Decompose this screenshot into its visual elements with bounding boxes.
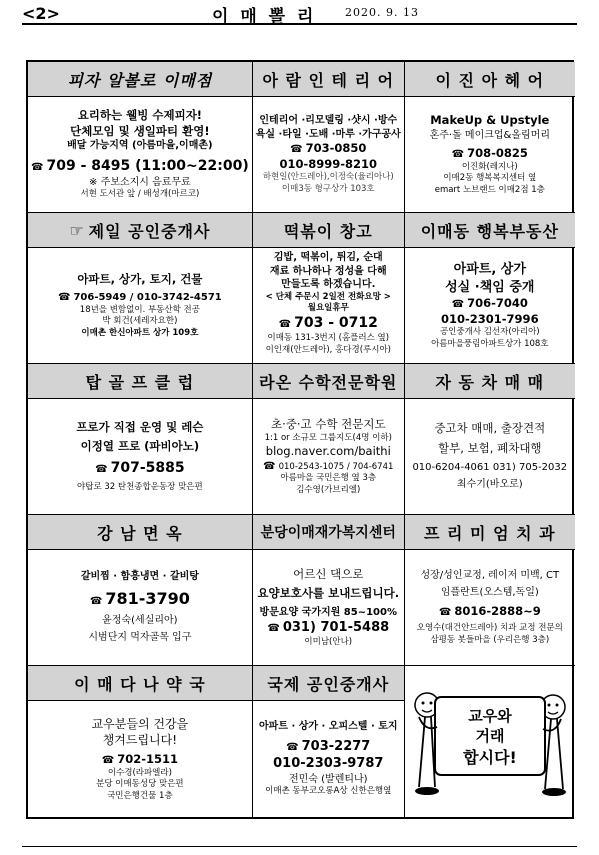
ad-line: 교우분들의 건강을 — [91, 716, 189, 731]
ad-line: 아파트, 상가 — [453, 261, 526, 277]
ad-phone: ☎ 706-5949 / 010-3742-4571 — [57, 292, 222, 304]
ad-lee-jina-hair — [405, 62, 575, 213]
ad-line: 인테리어 ·리모델링 ·샷시 ·방수 — [259, 115, 398, 127]
ad-phone: ☎ 8016-2888~9 — [438, 603, 541, 618]
ad-haengbok-realty — [405, 213, 575, 364]
ad-line: 이매촌 동부코오롱A상 신한은행옆 — [265, 786, 392, 797]
ad-car-trade — [405, 364, 575, 515]
ad-line: 분당 이매동성당 맞은편 — [96, 779, 184, 790]
phone-icon: ☎ — [278, 319, 292, 331]
ad-title: 강 남 면 옥 — [28, 515, 252, 550]
page-header — [0, 0, 599, 26]
ad-line: 010-8999-8210 — [279, 156, 378, 171]
ad-line: 아름마을풍림아파트상가 108호 — [431, 338, 549, 349]
phone-icon: ☎ — [451, 299, 465, 311]
ad-line: 박 회건(세레자요한) — [102, 316, 178, 327]
ad-premium-dental — [405, 515, 575, 666]
phone-icon: ☎ — [101, 755, 115, 767]
promo-illustration-cell — [405, 666, 575, 817]
ad-phone: ☎ 708-0825 — [451, 146, 528, 161]
ad-line: 이미남(안나) — [304, 636, 353, 647]
ad-jeil-realty — [28, 213, 253, 364]
ad-title: 이매동 행복부동산 — [405, 213, 575, 248]
ad-line: 야탑로 32 탄천종합운동장 맞은편 — [77, 481, 203, 492]
ad-line: 삼평동 봇들마을 (우리은행 3층) — [430, 634, 550, 645]
phone-icon: ☎ — [451, 149, 465, 161]
ad-line: 요양보호사를 보내드립니다. — [257, 586, 400, 601]
ad-line: 이매촌 한신아파트 상가 109호 — [81, 327, 199, 338]
phone-icon: ☎ — [57, 292, 71, 304]
ad-line: emart 노브랜드 이매2점 1층 — [434, 184, 545, 195]
ad-line: 혼주·돌 메이크업&올림머리 — [429, 129, 550, 141]
ad-line: 아파트, 상가, 토지, 건물 — [77, 271, 203, 286]
ad-phone: ☎ 031) 701-5488 — [267, 620, 390, 636]
phone-icon: ☎ — [263, 460, 276, 472]
ad-phone: ☎ 703-2277 — [286, 738, 371, 754]
ad-top-golf-club — [28, 364, 253, 515]
ad-phone: ☎ 703-0850 — [290, 141, 367, 156]
ad-imae-dana-pharmacy — [28, 666, 253, 817]
ad-line: 공인중개사 김선자(아리아) — [439, 327, 540, 338]
ad-title: 탑 골 프 클 럽 — [28, 364, 252, 399]
ad-aram-interior — [253, 62, 405, 213]
ad-line: 초·중·고 수학 전문지도 — [270, 417, 386, 432]
ad-phone: ☎ 709 - 8495 (11:00~22:00) — [31, 157, 249, 174]
phone-icon: ☎ — [95, 463, 108, 475]
ad-title: 라온 수학전문학원 — [253, 364, 404, 399]
ad-line: 이매3동 형구상가 103호 — [281, 183, 375, 194]
ad-line: 1:1 or 소규모 그룹지도(4명 이하) — [264, 432, 392, 443]
ad-line: 이수경(라파엘라) — [107, 767, 172, 778]
ad-line: 임플란트(오스템,독일) — [440, 587, 539, 599]
footer-rule — [22, 846, 577, 847]
ad-line: 이매2동 행복복지센터 옆 — [443, 173, 537, 184]
ad-line: ※ 주보소지시 음료무료 — [89, 176, 191, 188]
ad-line: 김수영(가브리엘) — [296, 484, 361, 495]
ad-line: 아파트 · 상가 · 오피스텔 · 토지 — [259, 721, 398, 733]
ad-title: 피자 알볼로 이매점 — [28, 62, 252, 97]
ad-line: 국민은행건물 1층 — [107, 790, 173, 801]
ad-line: 전민숙 (발렌티나) — [288, 773, 368, 785]
ad-line: 할부, 보험, 폐차대행 — [438, 441, 542, 455]
ad-line: 월요일휴무 — [307, 302, 349, 313]
phone-icon: ☎ — [31, 161, 44, 173]
hand-icon: ☞ — [69, 220, 85, 240]
ad-line: 010-2303-9787 — [273, 756, 384, 772]
ad-line: 성실 ·책임 중개 — [445, 279, 535, 295]
sign-text-line: 합시다! — [462, 747, 517, 767]
ad-line: 단체모임 및 생일파티 환영! — [70, 123, 210, 138]
phone-icon: ☎ — [267, 623, 280, 635]
ad-line: 챙겨드립니다! — [102, 733, 178, 748]
ad-phone: ☎ 010-2543-1075 / 704-6741 — [263, 460, 394, 472]
ad-phone: ☎ 707-5885 — [95, 459, 185, 476]
ad-title: 이 진 아 헤 어 — [405, 62, 575, 97]
ad-title: 분당이매재가복지센터 — [253, 515, 404, 550]
ad-title: 국제 공인중개사 — [253, 666, 404, 701]
header-rule — [22, 23, 577, 25]
ad-phone: ☎ 703 - 0712 — [278, 315, 378, 332]
ad-title: 아 람 인 테 리 어 — [253, 62, 404, 97]
phone-icon: ☎ — [89, 595, 103, 607]
ad-line: blog.naver.com/baithi — [265, 444, 391, 459]
ad-line: 프로가 직접 운영 및 레슨 — [76, 419, 204, 434]
ad-line: 욕실 ·타일 ·도배 ·마루 ·가구공사 — [255, 128, 401, 140]
ad-line: MakeUp & Upstyle — [430, 113, 550, 128]
ad-title: 자 동 차 매 매 — [405, 364, 575, 399]
sign-holder-illustration — [405, 677, 575, 807]
ad-line: 010-2301-7996 — [441, 311, 539, 326]
ad-title: 프 리 미 엄 치 과 — [405, 515, 575, 550]
phone-icon: ☎ — [290, 144, 303, 156]
issue-date: 2020. 9. 13 — [345, 6, 419, 19]
ad-line: 배달 가능지역 (아름마을,이매촌) — [67, 140, 213, 152]
ad-line: 갈비찜 · 함흥냉면 · 갈비탕 — [80, 571, 199, 583]
ad-tteokbokki-changgo — [253, 213, 405, 364]
ad-line: 재료 하나하나 정성을 다해 — [269, 265, 387, 277]
ad-raon-math — [253, 364, 405, 515]
ad-line: 최수기(바오로) — [456, 479, 523, 491]
page-number: <2> — [22, 4, 60, 23]
ad-phone: ☎ 702-1511 — [101, 752, 178, 767]
ad-title: ☞ 제일 공인중개사 — [28, 213, 252, 248]
ad-line: 성장/성인교정, 레이저 미백, CT — [420, 569, 560, 581]
ad-title: 이 매 다 나 약 국 — [28, 666, 252, 701]
ad-phone: ☎ 781-3790 — [89, 588, 190, 608]
newsletter-title: 이 매 뽈 리 — [212, 7, 317, 27]
ad-line: 이인재(안드레아), 홍다경(루시아) — [265, 344, 391, 355]
ad-line: 윤정숙(세실리아) — [102, 614, 178, 626]
ad-gukje-realty — [253, 666, 405, 817]
sign-text-line: 교우와 — [468, 706, 512, 725]
sign-text-line: 거래 — [475, 726, 505, 745]
ad-line: 18년을 변함없이. 부동산학 전공 — [79, 304, 200, 315]
ad-phone: ☎ 706-7040 — [451, 296, 528, 311]
ad-line: 010-6204-4061 031) 705-2032 — [412, 461, 568, 473]
ad-line: 이정열 프로 (파비아노) — [80, 439, 200, 454]
ad-line: 어르신 댁으로 — [293, 566, 364, 581]
ad-line: 시범단지 먹자골목 입구 — [88, 632, 192, 644]
ad-line: < 단체 주문시 2일전 전화요망 > — [265, 291, 391, 302]
ad-pizza-alvolo — [28, 62, 253, 213]
ad-line: 이진화(레지나) — [461, 161, 518, 172]
ad-line: 아름마을 국민은행 옆 3층 — [280, 473, 377, 484]
ad-line: 이매동 131-3번지 (홈플러스 옆) — [267, 333, 390, 344]
ad-gangnam-myeonok — [28, 515, 253, 666]
phone-icon: ☎ — [438, 606, 452, 618]
ad-line: 중고차 매매, 출장견적 — [434, 421, 546, 436]
ad-line: 오영수(대건안드레아) 치과 교정 전문의 — [416, 623, 563, 634]
ad-bundang-homecare — [253, 515, 405, 666]
ad-grid — [26, 60, 574, 819]
ad-line: 서현 도서관 앞 / 배성개(마르코) — [80, 189, 200, 200]
ad-title: 떡볶이 창고 — [253, 213, 404, 248]
phone-icon: ☎ — [286, 741, 299, 753]
ad-line: 요리하는 웰빙 수제피자! — [77, 108, 203, 123]
ad-line: 만들도록 하겠습니다. — [281, 279, 376, 290]
ad-line: 하현일(안드레아),이정숙(율리아나) — [262, 172, 394, 183]
ad-line: 김밥, 떡볶이, 튀김, 순대 — [273, 252, 383, 263]
ad-line: 방문요양 국가지원 85~100% — [259, 606, 397, 618]
